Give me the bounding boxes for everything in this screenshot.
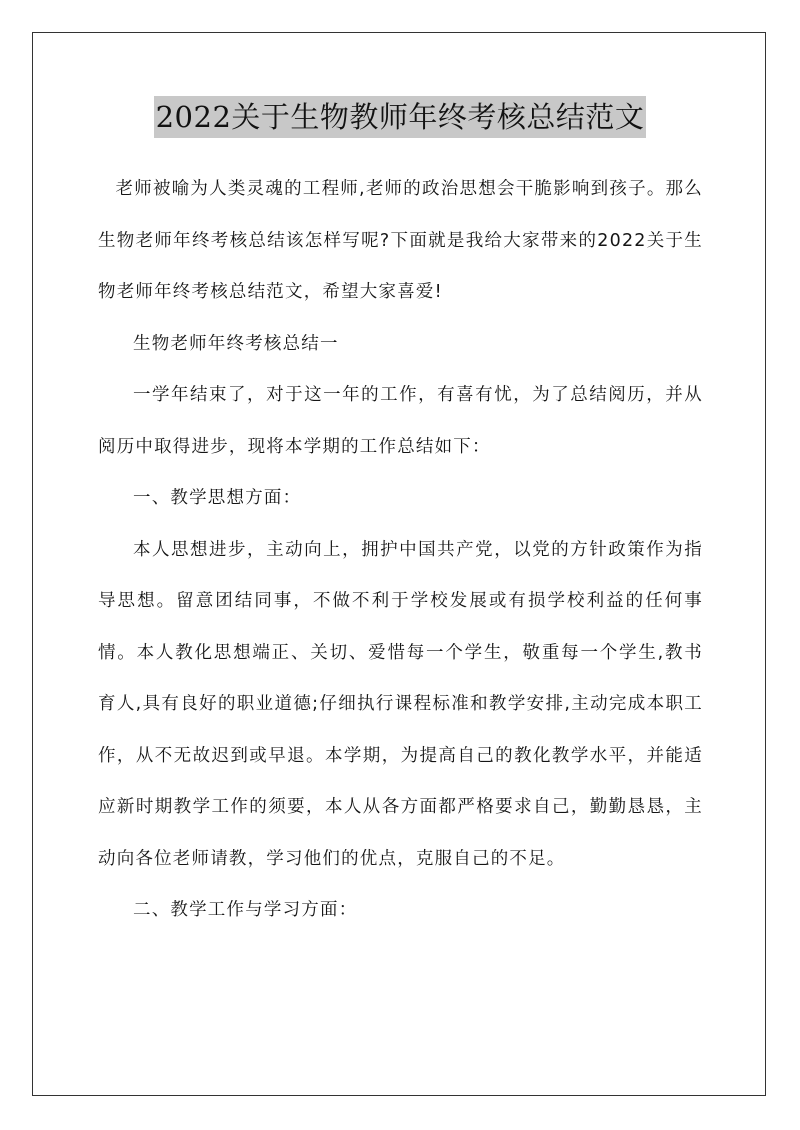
document-title: 2022关于生物教师年终考核总结范文 [154,96,647,138]
teaching-thought-paragraph: 本人思想进步，主动向上，拥护中国共产党，以党的方针政策作为指导思想。留意团结同事，不做不利于学校发展或有损学校利益的任何事情。本人教化思想端正、关切、爱惜每一个学生，敬重每一个学生,教书育人,具有良好的职业道德;仔细执行课程标准和教学安排,主动完成本职工作，从不无故迟到或早退。本学期，为提高自己的教化教学水平，并能适应新时期教学工作的须要，本人从各方面都严格要求自己，勤勤恳恳，主动向各位老师请教，学习他们的优点，克服自己的不足。 [98,539,703,869]
section-heading-teaching-work: 二、教学工作与学习方面： [133,900,358,920]
intro-paragraph: 老师被喻为人类灵魂的工程师,老师的政治思想会干脆影响到孩子。那么生物老师年终考核总结该怎样写呢?下面就是我给大家带来的2022关于生物老师年终考核总结范文，希望大家喜爱! [98,179,703,302]
opening-paragraph: 一学年结束了，对于这一年的工作，有喜有忧，为了总结阅历，并从阅历中取得进步，现将本学期的工作总结如下： [98,385,703,457]
summary-heading: 生物老师年终考核总结一 [133,333,339,354]
document-body [98,164,703,937]
title-wrap [0,96,800,138]
section-heading-teaching-thought: 一、教学思想方面： [133,488,302,508]
